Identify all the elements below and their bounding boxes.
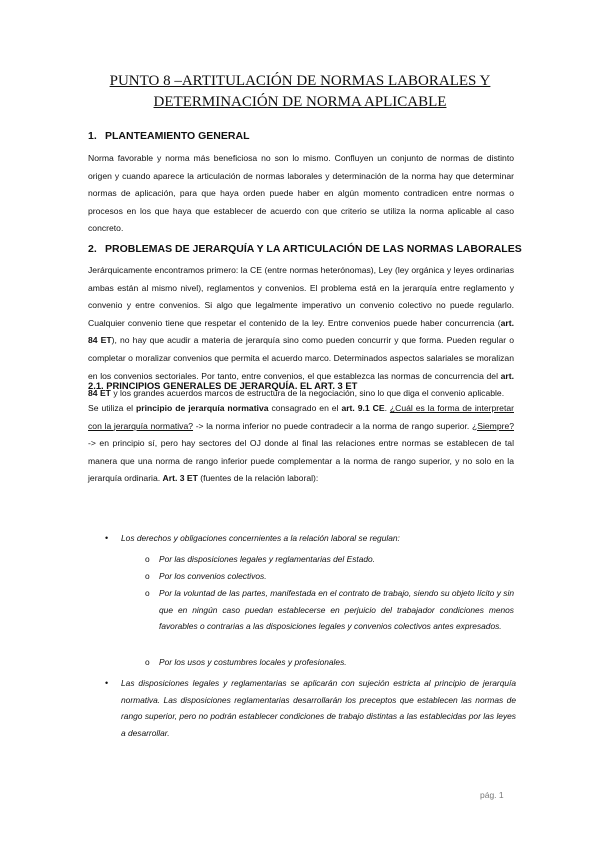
section-1-title: PLANTEAMIENTO GENERAL bbox=[105, 130, 250, 142]
bullet-icon: • bbox=[105, 533, 109, 543]
section-1-number: 1. bbox=[88, 130, 97, 142]
s21-text-3: consagrado en el bbox=[268, 403, 342, 413]
title-line-2: DETERMINACIÓN DE NORMA APLICABLE bbox=[153, 94, 447, 110]
s21-text-11: (fuentes de la relación laboral): bbox=[197, 473, 319, 484]
s21-ref-art91: art. 9.1 CE bbox=[341, 403, 385, 413]
section-2-text-e: y los grandes acuerdos marcos de estructura de la negociación, sino lo que diga el convenio aplicable. bbox=[110, 388, 505, 399]
list-item-2: Las disposiciones legales y reglamentarias se aplicarán con sujeción estricta al principio de jerarquía normativa. Las disposiciones reglamentarias desarrollarán los preceptos que establecen las normas de rango superior, pero no podrán establecer condiciones de trabajo distintas a las establecidas por las leyes a desarrollar. bbox=[121, 678, 516, 738]
sub-bullet-icon: o bbox=[145, 657, 150, 667]
s21-question-1: ¿Cuál es la forma de interpretar con la jerarquía normativa? bbox=[88, 403, 514, 431]
s21-text-7: -> la norma inferior no puede contradecir a la norma de rango superior. bbox=[193, 420, 472, 431]
title-line-1: PUNTO 8 –ARTITULACIÓN DE NORMAS LABORALES Y bbox=[109, 73, 491, 89]
sub-bullet-icon: o bbox=[145, 571, 150, 581]
s21-text-5: . bbox=[384, 403, 390, 413]
list-item-1: Los derechos y obligaciones concernientes a la relación laboral se regulan: bbox=[121, 533, 400, 543]
section-2-title: PROBLEMAS DE JERARQUÍA Y LA ARTICULACIÓN DE LAS NORMAS LABORALES bbox=[105, 243, 522, 255]
bullet-icon: • bbox=[105, 678, 109, 688]
s21-principle: principio de jerarquía normativa bbox=[136, 403, 269, 413]
sub-item-3: Por la voluntad de las partes, manifestada en el contrato de trabajo, siendo su objeto lícito y sin que en ningún caso puedan establecerse en perjuicio del trabajador condiciones menos favorables o contrarias a las disposiciones legales y convenios colectivos antes expresados. bbox=[159, 588, 514, 631]
section-2-number: 2. bbox=[88, 243, 97, 255]
s21-text-9: -> en principio sí, pero hay sectores del OJ donde al final las relaciones entre normas se establecen de tal manera que una norma de rango inferior puede complementar a la norma de rango superior, y no solo en la jerarquía ordinaria. bbox=[88, 438, 514, 484]
section-2-1-heading: 2.1. PRINCIPIOS GENERALES DE JERARQUÍA. EL ART. 3 ET bbox=[88, 380, 358, 391]
s21-text-1: Se utiliza el bbox=[88, 403, 136, 413]
s21-question-2: ¿Siempre? bbox=[471, 420, 515, 431]
sub-item-1: Por las disposiciones legales y reglamentarias del Estado. bbox=[159, 554, 376, 564]
sub-bullet-icon: o bbox=[145, 554, 150, 564]
document-title bbox=[60, 71, 540, 113]
sub-item-2: Por los convenios colectivos. bbox=[159, 571, 267, 581]
section-2-text-c: ), no hay que acudir a materia de jerarquía sino como pueden concurrir y que forma. Pueden regular o completar o moralizar convenios que permita el acuerdo marco. Determinados aspectos salariales se moralizan en los convenios sectoriales. Por tanto, entre convenios, el que establezca las normas de concurrencia del bbox=[88, 335, 514, 381]
section-2-ref-art84-a: art. 84 ET bbox=[88, 317, 514, 346]
section-2-text-a: Jerárquicamente encontramos primero: la CE (entre normas heterónomas), Ley (ley orgánica y leyes ordinarias ambas están al mismo nivel), reglamentos y convenios. El problema está en la jerarquía entre reglamento y convenio y entre convenios. Si algo que legalmente imperativo un convenio colectivo no puede regularlo. Cualquier convenio tiene que respetar el contenido de la ley. Entre convenios puede haber concurrencia ( bbox=[88, 265, 514, 328]
s21-ref-art3: Art. 3 ET bbox=[162, 473, 198, 484]
sub-item-4: Por los usos y costumbres locales y profesionales. bbox=[159, 657, 347, 667]
page-number: pág. 1 bbox=[480, 790, 504, 800]
section-2-ref-art84-b: art. 84 ET bbox=[88, 370, 514, 399]
sub-bullet-icon: o bbox=[145, 588, 150, 598]
section-1-body: Norma favorable y norma más beneficiosa no son lo mismo. Confluyen un conjunto de normas de distinto origen y cuando aparece la articulación de normas laborales y determinación de la norma hay que determinar normas de aplicación, para que haya orden puede haber en algún momento contradicen entre normas o procesos en los que haya que establecer de acuerdo con que criterio se utiliza la norma aplicable al caso concreto. bbox=[88, 153, 514, 234]
section-2-1-body bbox=[88, 400, 514, 488]
